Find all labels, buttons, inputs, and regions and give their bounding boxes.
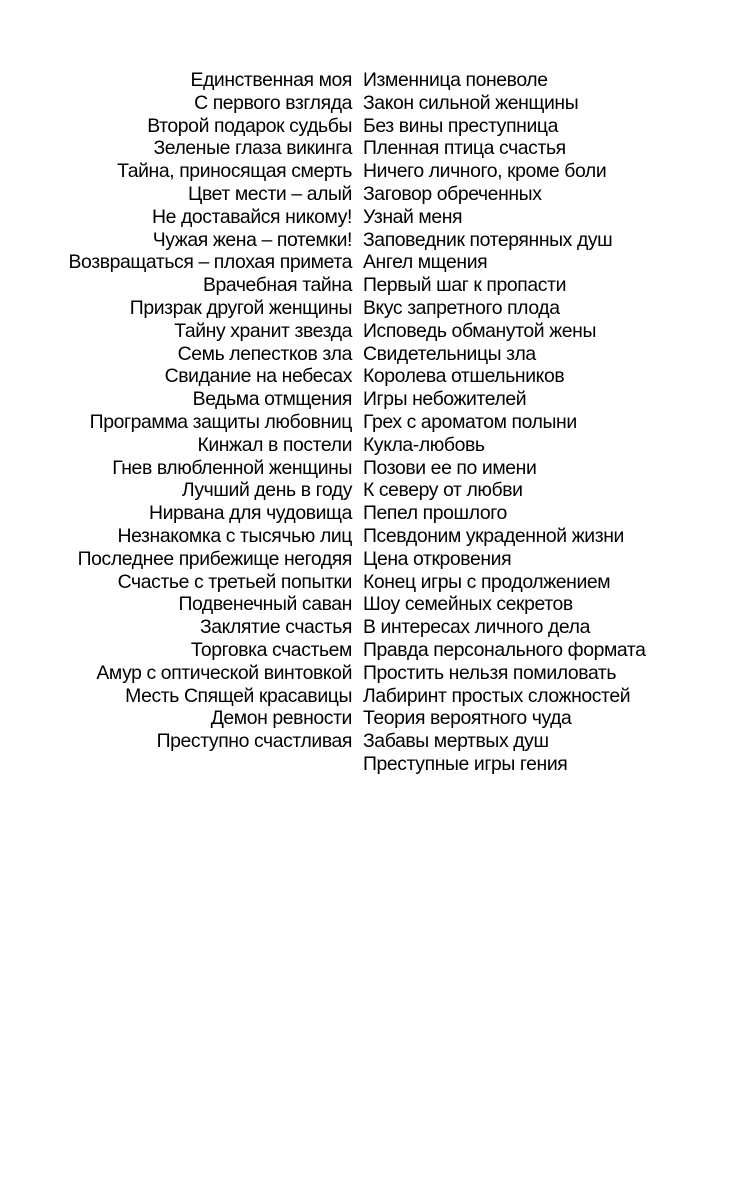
book-title: Лучший день в году [181, 479, 352, 502]
book-title: Незнакомка с тысячью лиц [117, 524, 352, 547]
book-title: Семь лепестков зла [177, 342, 352, 365]
book-title: Тайну хранит звезда [174, 319, 352, 342]
book-title: Единственная моя [190, 69, 352, 91]
book-title: Ничего личного, кроме боли [363, 160, 607, 183]
book-title: Забавы мертвых душ [363, 730, 549, 753]
book-title: Месть Спящей красавицы [125, 684, 352, 707]
book-title: Псевдоним украденной жизни [363, 524, 624, 547]
book-title: Счастье с третьей попытки [117, 570, 352, 593]
book-title: Простить нельзя помиловать [363, 661, 617, 684]
book-title: Шоу семейных секретов [363, 593, 573, 616]
book-title: Грех с ароматом полыни [363, 410, 577, 433]
book-title: Подвенечный саван [178, 593, 352, 616]
book-title: Второй подарок судьбы [147, 114, 352, 137]
title-column-left [0, 69, 352, 753]
book-title: Торговка счастьем [190, 638, 352, 661]
book-title: Гнев влюбленной женщины [112, 456, 352, 479]
book-title: Не доставайся никому! [152, 205, 352, 228]
book-title: Свидетельницы зла [363, 342, 536, 365]
book-title: Без вины преступница [363, 114, 559, 137]
book-title: Первый шаг к пропасти [363, 274, 566, 297]
book-title: Врачебная тайна [202, 274, 352, 297]
book-title: Цвет мести – алый [188, 182, 352, 205]
book-title: Правда персонального формата [363, 638, 646, 661]
book-title: Программа защиты любовниц [89, 410, 352, 433]
book-title: Позови ее по имени [363, 456, 537, 479]
book-title: Преступно счастливая [156, 730, 352, 753]
book-title: Свидание на небесах [164, 365, 352, 388]
book-title: Кукла-любовь [363, 433, 485, 456]
book-title: Тайна, приносящая смерть [117, 160, 352, 183]
book-title: Возвращаться – плохая примета [68, 251, 352, 274]
book-title: Ведьма отмщения [192, 388, 352, 411]
book-title: Цена откровения [363, 547, 512, 570]
book-title: Преступные игры гения [363, 752, 568, 775]
book-title: Пленная птица счастья [363, 137, 566, 160]
book-title: Заклятие счастья [199, 616, 352, 639]
book-title: Зеленые глаза викинга [153, 137, 352, 160]
book-title: Последнее прибежище негодяя [77, 547, 352, 570]
book-title: Заговор обреченных [363, 182, 542, 205]
book-title: Узнай меня [363, 205, 463, 228]
book-title: В интересах личного дела [363, 616, 590, 639]
book-title: Нирвана для чудовища [148, 502, 352, 525]
book-title: Амур с оптической винтовкой [96, 661, 352, 684]
book-title: К северу от любви [363, 479, 523, 502]
book-title: Конец игры с продолжением [363, 570, 611, 593]
book-title: Теория вероятного чуда [363, 707, 572, 730]
book-title: Изменница поневоле [363, 69, 548, 91]
book-title: С первого взгляда [194, 91, 352, 114]
book-title: Призрак другой женщины [129, 296, 352, 319]
book-title: Заповедник потерянных душ [363, 228, 613, 251]
book-title: Лабиринт простых сложностей [363, 684, 631, 707]
title-column-right [363, 69, 738, 776]
book-title: Игры небожителей [363, 388, 527, 411]
book-title: Чужая жена – потемки! [152, 228, 352, 251]
book-title: Демон ревности [210, 707, 352, 730]
book-title: Исповедь обманутой жены [363, 319, 597, 342]
book-title: Ангел мщения [363, 251, 488, 274]
book-title: Королева отшельников [363, 365, 565, 388]
book-title: Кинжал в постели [197, 433, 352, 456]
book-title: Закон сильной женщины [363, 91, 579, 114]
book-title: Пепел прошлого [363, 502, 507, 525]
book-title: Вкус запретного плода [363, 296, 560, 319]
